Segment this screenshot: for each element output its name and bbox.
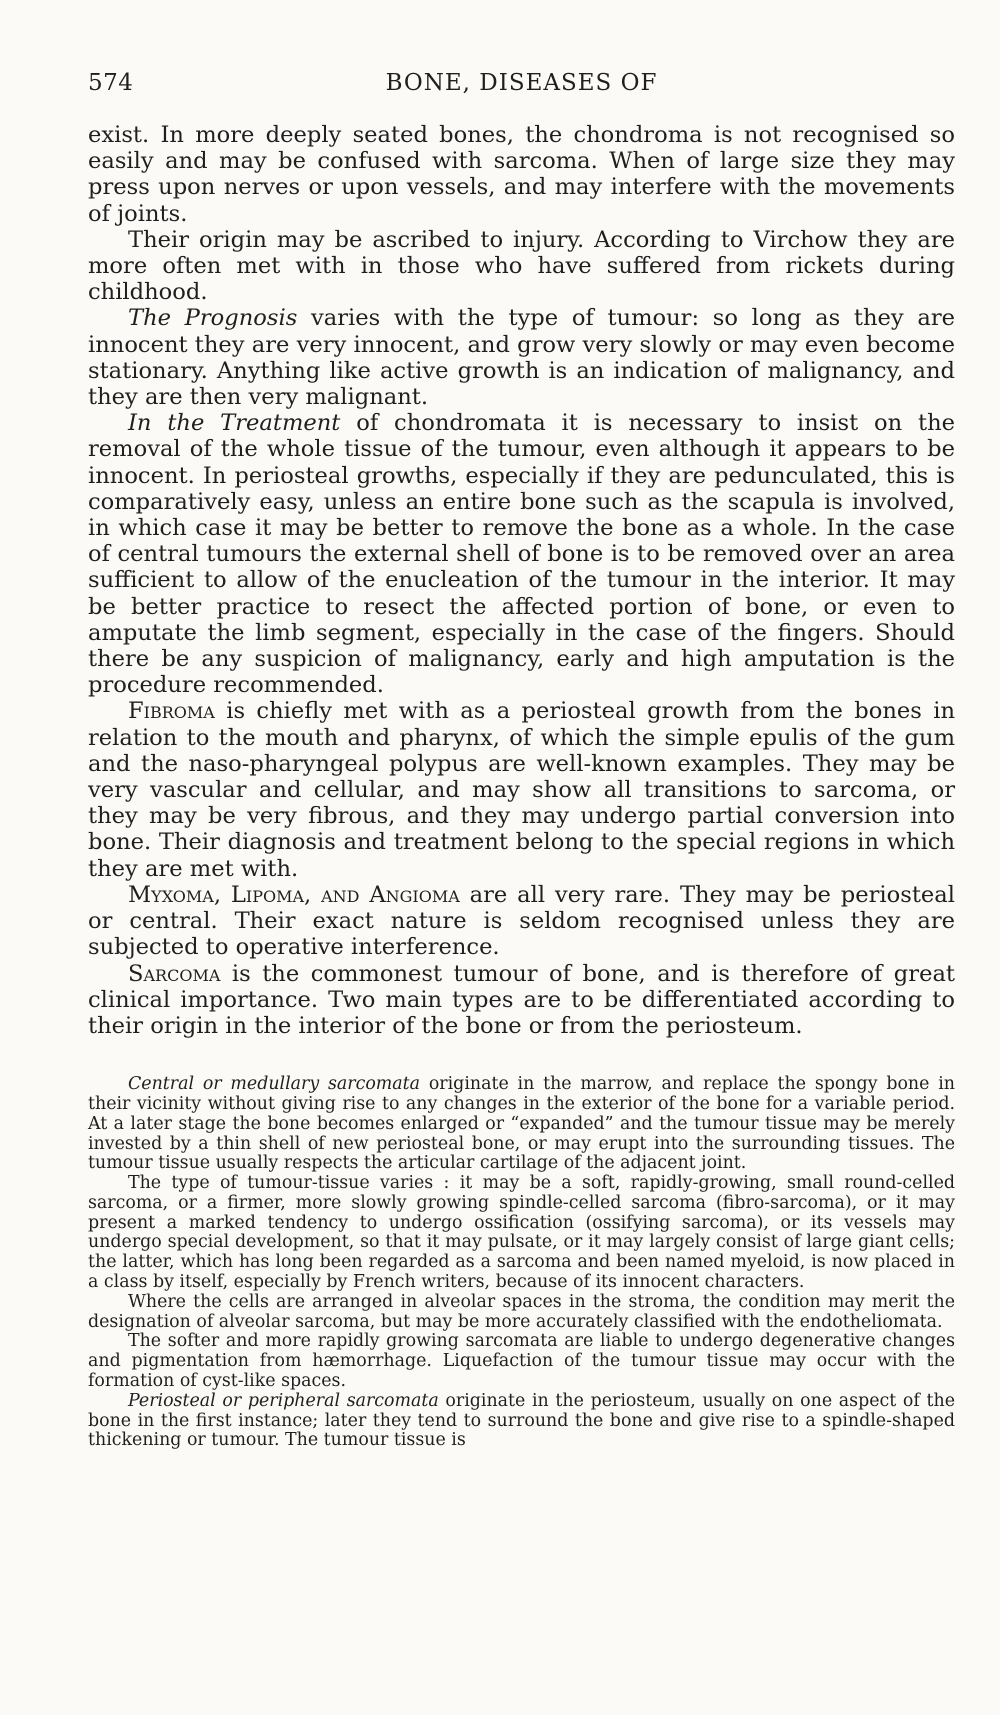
paragraph-prognosis [88, 305, 955, 410]
myxoma-heading: Myxoma, Lipoma, and Angioma [128, 881, 460, 908]
treatment-text: of chondromata it is necessary to insist on the removal of the whole tissue of the tumour, even although it appears to be innocent. In periosteal growths, especially if they are pedunculated, this is comparatively easy, unless an entire bone such as the scapula is involved, in which case it may be better to remove the bone as a whole. In the case of central tumours the external shell of bone is to be removed over an area sufficient to allow of the enucleation of the tumour in the interior. It may be better practice to resect the affected portion of bone, or even to amputate the limb segment, especially in the case of the fingers. Should there be any suspicion of malignancy, early and high amputation is the procedure recommended. [88, 410, 956, 699]
myxoma-text: are all very rare. They may be periosteal or central. Their exact nature is seldom recognised unless they are subjected to operative interference. [88, 881, 955, 961]
paragraph-central-sarcomata [88, 1075, 955, 1174]
paragraph-myxoma [88, 882, 955, 961]
page-header [88, 62, 955, 102]
fibroma-text: is chiefly met with as a periosteal growth from the bones in relation to the mouth and pharynx, of which the simple epulis of the gum and the naso-pharyngeal polypus are well-known examples. They may be very vascular and cellular, and may show all transitions to sarcoma, or they may be very fibrous, and they may undergo partial conversion into bone. Their diagnosis and treatment belong to the special regions in which they are met with. [88, 698, 955, 882]
paragraph-periosteal-sarcomata [88, 1392, 955, 1451]
small-print-block [88, 1075, 955, 1451]
fibroma-heading: Fibroma [128, 698, 215, 725]
paragraph-alveolar: Where the cells are arranged in alveolar spaces in the stroma, the condition may merit the designation of alveolar sarcoma, but may be more accurately classified with the endotheliomata. [88, 1291, 955, 1332]
central-sarcomata-text: originate in the marrow, and replace the spongy bone in their vicinity without giving rise to any changes in the exterior of the bone for a variable period. At a later stage the bone becomes enlarged or “expanded” and the tumour tissue may be merely invested by a thin shell of new periosteal bone, or may erupt into the surrounding tissues. The tumour tissue usually respects the articular cartilage of the adjacent joint. [88, 1074, 955, 1174]
prognosis-text: varies with the type of tumour: so long as they are innocent they are very innocent, and grow very slowly or may even become stationary. Anything like active growth is an indication of malignancy, and they are then very malignant. [88, 305, 956, 411]
central-sarcomata-heading: Central or medullary sarcomata [128, 1074, 421, 1095]
sarcoma-heading: Sarcoma [128, 960, 221, 987]
prognosis-heading: The Prognosis [128, 305, 298, 332]
paragraph-sarcoma [88, 961, 955, 1040]
paragraph-chondroma-continued: exist. In more deeply seated bones, the chondroma is not recognised so easily and may be confused with sarcoma. When of large size they may press upon nerves or upon vessels, and may interfere with the movements of joints. [88, 122, 955, 227]
paragraph-degeneration: The softer and more rapidly growing sarcomata are liable to undergo degenerative changes and pigmentation from hæmorrhage. Liquefaction of the tumour tissue may occur with the formation of cyst-like spaces. [88, 1331, 955, 1392]
periosteal-sarcomata-text: originate in the periosteum, usually on one aspect of the bone in the first instance; later they tend to surround the bone and give rise to a spindle-shaped thickening or tumour. The tumour tissue is [88, 1390, 955, 1451]
main-text-block [88, 122, 955, 1039]
sarcoma-text: is the commonest tumour of bone, and is therefore of great clinical importance. Two main types are to be differentiated according to their origin in the interior of the bone or from the periosteum. [88, 960, 955, 1039]
page-number: 574 [88, 70, 134, 96]
periosteal-sarcomata-heading: Periosteal or peripheral sarcomata [128, 1390, 439, 1411]
paragraph-fibroma [88, 698, 955, 881]
paragraph-origin: Their origin may be ascribed to injury. According to Virchow they are more often met with in those who have suffered from rickets during childhood. [88, 226, 955, 306]
paragraph-tumour-tissue-type: The type of tumour-tissue varies : it may be a soft, rapidly-growing, small round-celled sarcoma, or a firmer, more slowly growing spindle-celled sarcoma (fibro-sarcoma), or it may present a marked tendency to undergo ossification (ossifying sarcoma), or its vessels may undergo special development, so that it may pulsate, or it may largely consist of large giant cells; the latter, which has long been regarded as a sarcoma and been named myeloid, is now placed in a class by itself, especially by French writers, because of its innocent characters. [88, 1173, 955, 1293]
paragraph-treatment [88, 410, 955, 698]
running-head: BONE, DISEASES OF [385, 70, 658, 96]
treatment-heading: In the Treatment [128, 410, 341, 437]
